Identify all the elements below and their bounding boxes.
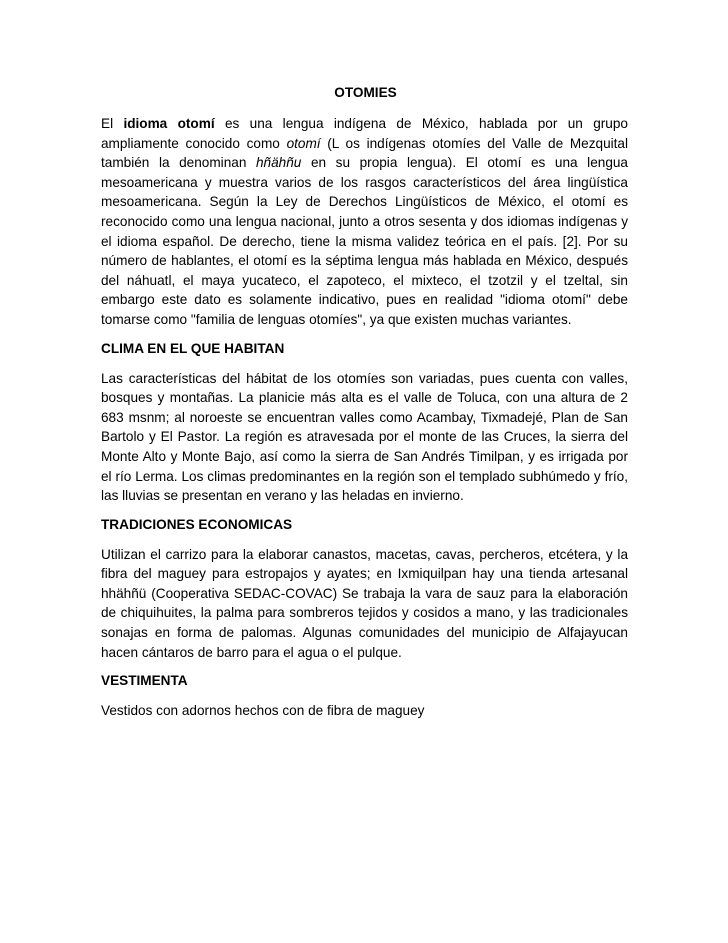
intro-italic-term-2: hñähñu [255,155,302,171]
intro-text-2: es una lengua indígena de México, hablada por un grupo ampliamente conocido como [101,116,628,151]
section-heading-tradiciones: TRADICIONES ECONOMICAS [101,516,293,532]
intro-text-4: en su propia lengua). El otomí es una lengua mesoamericana y muestra varios de los rasgos característicos del área lingüística mesoamericana. Según la Ley de Derechos Lingüísticos de México, el otomí es reconocido como una lengua nacional, junto a otros sesenta y dos idiomas indígenas y el idioma español. De derecho, tiene la misma validez teórica en el país. [2]. Por su número de hablantes, el otomí es la séptima lengua más hablada en México, después del náhuatl, el maya yucateco, el zapoteco, el mixteco, el tzotzil y el tzeltal, sin embargo este dato es solamente indicativo, pues en realidad "idioma otomí" debe tomarse como "familia de lenguas otomíes", ya que existen muchas variantes. [101,155,628,327]
intro-text-3: (L os indígenas otomíes del Valle de Mezquital también la denominan [101,135,629,171]
section-heading-vestimenta: VESTIMENTA [101,673,188,689]
section-body-clima: Las características del hábitat de los otomíes son variadas, pues cuenta con valles, bosques y montañas. La planicie más alta es el valle de Toluca, con una altura de 2 683 msnm; al noroeste se encuentran valles como Acambay, Tixmadejé, Plan de San Bartolo y El Pastor. La región es atravesada por el monte de las Cruces, la sierra del Monte Alto y Monte Bajo, así como la sierra de San Andrés Timilpan, y es irrigada por el río Lerma. Los climas predominantes en la región son el templado subhúmedo y frío, las lluvias se presentan en verano y las heladas en invierno. [101,370,628,504]
document-title: OTOMIES [334,85,397,100]
intro-paragraph [101,114,628,330]
section-body-tradiciones: Utilizan el carrizo para la elaborar canastos, macetas, cavas, percheros, etcétera, y la fibra del maguey para estropajos y ayates; en Ixmiquilpan hay una tienda artesanal hhähñü (Cooperativa SEDAC-COVAC) Se trabaja la vara de sauz para la elaboración de chiquihuites, la palma para sombreros tejidos y cosidos a mano, y las tradicionales sonajas en forma de palomas. Algunas comunidades del municipio de Alfajayucan hacen cántaros de barro para el agua o el pulque. [101,546,628,660]
intro-bold-term: idioma otomí [123,116,215,131]
intro-italic-term-1: otomí [286,135,321,151]
document-page [101,84,628,731]
section-heading-clima: CLIMA EN EL QUE HABITAN [101,340,285,356]
intro-text-1: El [101,116,124,131]
section-body-vestimenta: Vestidos con adornos hechos con de fibra de maguey [101,703,425,719]
